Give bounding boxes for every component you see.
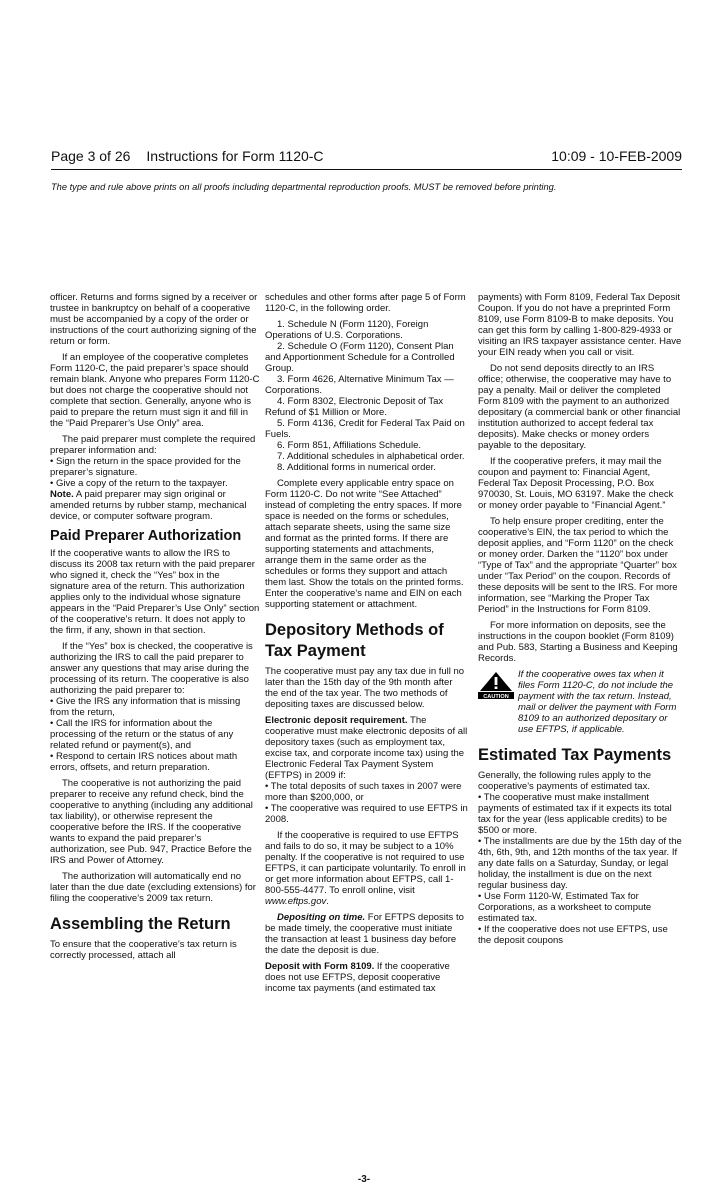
list-item: 8. Additional forms in numerical order. — [277, 462, 436, 473]
edr-text: The cooperative must make electronic deposits of all depository taxes (such as employment tax, excise tax, and corporate income tax) using the Electronic Federal Tax Payment System (EFTPS) in 2009 if: — [265, 715, 468, 781]
note-paragraph — [50, 489, 260, 522]
bullet-item: • If the cooperative does not use EFTPS, use the deposit coupons — [478, 924, 668, 946]
bullet-item: • Use Form 1120-W, Estimated Tax for Corporations, as a worksheet to compute estimated tax. — [478, 891, 652, 924]
paragraph: To help ensure proper crediting, enter the cooperative’s EIN, the tax period to which the deposit applies, and “Form 1120” on the check or money order. Darken the “1120” box under “Type of Tax” and the appropriate “Quarter” box under “Tax Period” on the coupon. Records of these deposits will be sent to the IRS. For more information, see “Marking the Proper Tax Period” in the Instructions for Form 8109. — [478, 516, 678, 615]
caution-word: CAUTION — [483, 693, 509, 699]
paragraph — [265, 830, 468, 907]
paragraph — [265, 715, 468, 781]
eftps-url: www.eftps.gov — [265, 896, 327, 907]
paragraph: If an employee of the cooperative completes Form 1120-C, the paid preparer’s space should remain blank. Anyone who prepares Form 1120-C but does not charge the cooperative should not complete that section. Generally, anyone who is paid to prepare the return must sign it and fill in the “Paid Preparer’s Use Only” area. — [50, 352, 260, 429]
note-text: A paid preparer may sign original or amended returns by rubber stamp, mechanical device, or computer software program. — [50, 489, 247, 522]
paragraph: Complete every applicable entry space on Form 1120-C. Do not write “See Attached” instead of completing the entry spaces. If more space is needed on the forms or schedules, attach separate sheets, using the same size and format as the printed forms. If there are supporting statements and attachments, arrange them in the same order as the schedules or forms they support and attach them last. Show the totals on the printed forms. Enter the cooperative’s name and EIN on each supporting statement or attachment. — [265, 478, 464, 610]
paragraph: If the “Yes” box is checked, the cooperative is authorizing the IRS to call the paid preparer to answer any questions that may arise during the processing of its return. The cooperative is also authorizing the paid preparer to: — [50, 641, 253, 696]
bullet-item: • The cooperative must make installment payments of estimated tax if it expects its total tax for the year (less applicable credits) to be $500 or more. — [478, 792, 672, 836]
bullet-item: • The total deposits of such taxes in 2007 were more than $200,000, or — [265, 781, 462, 803]
column-3 — [478, 292, 682, 946]
paragraph: For more information on deposits, see the instructions in the coupon booklet (Form 8109) and Pub. 583, Starting a Business and Keeping Records. — [478, 620, 678, 664]
eftps-end: . — [326, 896, 329, 907]
bullet-item: • The cooperative was required to use EFTPS in 2008. — [265, 803, 468, 825]
running-header — [51, 148, 682, 164]
header-rule — [51, 169, 682, 170]
bullet-item: • Give the IRS any information that is missing from the return, — [50, 696, 241, 718]
paragraph: The cooperative must pay any tax due in full no later than the 15th day of the 9th month after the end of the tax year. The two methods of depositing taxes are discussed below. — [265, 666, 465, 710]
paragraph: The cooperative is not authorizing the paid preparer to receive any refund check, bind the cooperative to anything (including any additional tax liability), or otherwise represent the cooperative before the IRS. If the cooperative wants to expand the paid preparer’s authorization, see Pub. 947, Practice Before the IRS and Power of Attorney. — [50, 778, 253, 866]
heading-assembling: Assembling the Return — [50, 915, 231, 933]
depositing-label: Depositing on time. — [277, 912, 366, 923]
heading-paid-preparer: Paid Preparer Authorization — [50, 528, 242, 544]
header-title: Instructions for Form 1120-C — [146, 148, 324, 164]
note-label: Note. — [50, 489, 74, 500]
list-item: 5. Form 4136, Credit for Federal Tax Paid on Fuels. — [265, 418, 465, 440]
header-timestamp: 10:09 - 10-FEB-2009 — [551, 148, 682, 164]
caution-block — [478, 669, 682, 735]
list-item: 4. Form 8302, Electronic Deposit of Tax Refund of $1 Million or More. — [265, 396, 444, 418]
column-1 — [50, 292, 260, 966]
paragraph: payments) with Form 8109, Federal Tax Deposit Coupon. If you do not have a preprinted Form 8109, use Form 8109-B to make deposits. You can get this form by calling 1-800-829-4933 or visiting an IRS taxpayer assistance center. Have your EIN ready when you call or visit. — [478, 292, 682, 358]
paragraph: Do not send deposits directly to an IRS office; otherwise, the cooperative may have to pay a penalty. Mail or deliver the completed Form 8109 with the payment to an authorized depositary (a commercial bank or other financial institution authorized to accept federal tax deposits). Make checks or money orders payable to the depositary. — [478, 363, 681, 451]
header-left — [51, 148, 324, 164]
paragraph: The authorization will automatically end no later than the due date (excluding extensions) for filing the cooperative’s 2009 tax return. — [50, 871, 256, 904]
proof-note: The type and rule above prints on all proofs including departmental reproduction proofs. MUST be removed before printing. — [51, 182, 557, 192]
heading-estimated: Estimated Tax Payments — [478, 746, 672, 764]
paragraph: The paid preparer must complete the required preparer information and: — [50, 434, 256, 456]
bullet-item: • Sign the return in the space provided for the preparer’s signature. — [50, 456, 241, 478]
list-item: 2. Schedule O (Form 1120), Consent Plan and Apportionment Schedule for a Controlled Group. — [265, 341, 455, 374]
eftps-text: If the cooperative is required to use EFTPS and fails to do so, it may be subject to a 10% penalty. If the cooperative is not required to use EFTPS, it can participate voluntarily. To enroll in or get more information about EFTPS, call 1-800-555-4477. To enroll online, visit — [265, 830, 466, 896]
column-2 — [265, 292, 468, 999]
deposit-8109-label: Deposit with Form 8109. — [265, 961, 375, 972]
deposit-8109-text: If the cooperative does not use EFTPS, deposit cooperative income tax payments (and estimated tax — [265, 961, 450, 994]
list-item: 6. Form 851, Affiliations Schedule. — [277, 440, 421, 451]
list-item: 3. Form 4626, Alternative Minimum Tax — Corporations. — [265, 374, 454, 396]
heading-depository: Depository Methods of Tax Payment — [265, 621, 444, 660]
bullet-item: • The installments are due by the 15th day of the 4th, 6th, 9th, and 12th months of the tax year. If any date falls on a Saturday, Sunday, or legal holiday, the installment is due on the next regular business day. — [478, 836, 682, 891]
paragraph — [265, 961, 468, 994]
list-item: 1. Schedule N (Form 1120), Foreign Operations of U.S. Corporations. — [265, 319, 429, 341]
paragraph — [265, 912, 468, 956]
edr-label: Electronic deposit requirement. — [265, 715, 408, 726]
caution-icon — [478, 671, 514, 699]
bullet-item: • Give a copy of the return to the taxpayer. — [50, 478, 228, 489]
paragraph: Generally, the following rules apply to the cooperative’s payments of estimated tax. — [478, 770, 652, 792]
page-number: -3- — [357, 1174, 371, 1185]
header-page: Page 3 of 26 — [51, 148, 131, 164]
paragraph: If the cooperative prefers, it may mail the coupon and payment to: Financial Agent, Federal Tax Deposit Processing, P.O. Box 970030, St. Louis, MO 63197. Make the check or money order payable to “Financial Agent.” — [478, 456, 674, 511]
bullet-item: • Call the IRS for information about the processing of the return or the status of any related refund or payment(s), and — [50, 718, 234, 751]
bullet-item: • Respond to certain IRS notices about math errors, offsets, and return preparation. — [50, 751, 238, 773]
paragraph: If the cooperative wants to allow the IRS to discuss its 2008 tax return with the paid preparer who signed it, check the “Yes” box in the signature area of the return. This authorization applies only to the individual whose signature appears in the “Paid Preparer’s Use Only” section of the cooperative’s return. It does not apply to the firm, if any, shown in that section. — [50, 548, 260, 636]
caution-text: If the cooperative owes tax when it files Form 1120-C, do not include the payment with the tax return. Instead, mail or deliver the payment with Form 8109 to an authorized depositary or use EFTPS, if applicable. — [518, 669, 677, 735]
paragraph: schedules and other forms after page 5 of Form 1120-C, in the following order. — [265, 292, 466, 314]
paragraph: officer. Returns and forms signed by a receiver or trustee in bankruptcy on behalf of a cooperative must be accompanied by a copy of the order or instructions of the court authorizing signing of the return or form. — [50, 292, 258, 347]
list-item: 7. Additional schedules in alphabetical order. — [277, 451, 465, 462]
paragraph: To ensure that the cooperative’s tax return is correctly processed, attach all — [50, 939, 237, 961]
depositing-text: For EFTPS deposits to be made timely, the cooperative must initiate the transaction at least 1 business day before the date the deposit is due. — [265, 912, 464, 956]
